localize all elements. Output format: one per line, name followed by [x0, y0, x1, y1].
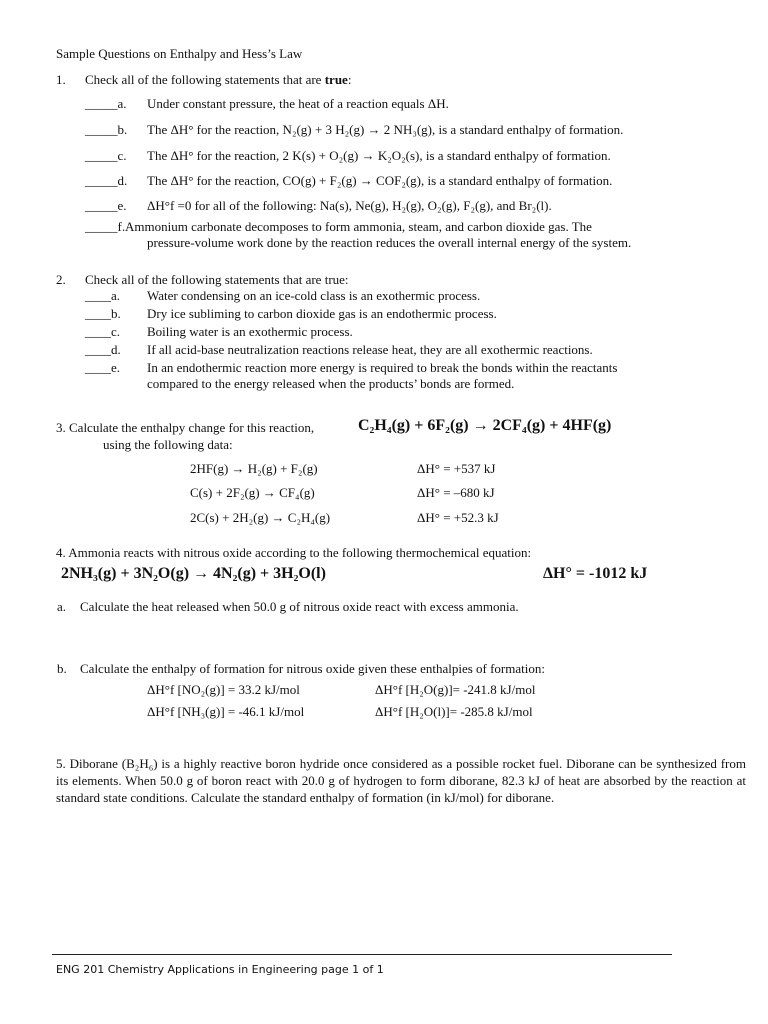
q1-blank-b[interactable]: _____b.	[85, 122, 128, 137]
q2-blank-c[interactable]: ____c.	[85, 324, 121, 339]
q4b-text: Calculate the enthalpy of formation for nitrous oxide given these enthalpies of formation:	[80, 661, 545, 676]
q4-delta-h: ΔH° = -1012 kJ	[543, 565, 648, 582]
q4a-label: a.	[57, 599, 67, 614]
q2-blank-e[interactable]: ____e.	[85, 360, 121, 375]
q1-blank-e[interactable]: _____e.	[85, 198, 127, 213]
q2-item-e-cont: compared to the energy released when the products’ bonds are formed.	[147, 376, 515, 391]
q4b-label: b.	[57, 661, 67, 676]
q2-blank-d[interactable]: ____d.	[85, 342, 121, 357]
q3-data-eq-1: 2HF(g) → H₂(g) + F₂(g)	[190, 461, 318, 476]
q4b-formation-2: ΔH°f [H₂O(g)]= -241.8 kJ/mol	[375, 682, 536, 697]
q2-item-a: Water condensing on an ice-cold class is an exothermic process.	[147, 288, 481, 303]
q2-item-d: If all acid-base neutralization reactions release heat, they are all exothermic reactions.	[147, 342, 593, 357]
q4b-formation-4: ΔH°f [H₂O(l)]= -285.8 kJ/mol	[375, 704, 533, 719]
q3-data-dh-3: ΔH° = +52.3 kJ	[417, 510, 499, 525]
q3-reaction: C₂H₄(g) + 6F₂(g) → 2CF₄(g) + 4HF(g)	[358, 417, 612, 434]
q1-blank-d[interactable]: _____d.	[85, 173, 128, 188]
footer-divider	[52, 954, 672, 955]
q1-stem: Check all of the following statements that are true:	[85, 72, 352, 87]
q2-blank-b[interactable]: ____b.	[85, 306, 121, 321]
q2-number: 2.	[56, 272, 66, 287]
q3-data-dh-2: ΔH° = –680 kJ	[417, 485, 495, 500]
q4-stem: 4. Ammonia reacts with nitrous oxide according to the following thermochemical equation:	[56, 545, 532, 560]
q4b-formation-1: ΔH°f [NO₂(g)] = 33.2 kJ/mol	[147, 682, 300, 697]
q1-blank-f[interactable]: _____f.	[85, 219, 126, 234]
q3-stem-2: using the following data:	[103, 437, 233, 452]
q1-item-f-cont: pressure-volume work done by the reaction reduces the overall internal energy of the system.	[147, 235, 632, 250]
q3-data-eq-2: C(s) + 2F₂(g) → CF₄(g)	[190, 485, 315, 500]
q2-item-e: In an endothermic reaction more energy is required to break the bonds within the reactants	[147, 360, 618, 375]
q2-item-c: Boiling water is an exothermic process.	[147, 324, 353, 339]
q1-item-b: The ΔH° for the reaction, N₂(g) + 3 H₂(g) → 2 NH₃(g), is a standard enthalpy of formation.	[147, 122, 624, 137]
q3-data-dh-1: ΔH° = +537 kJ	[417, 461, 496, 476]
q3-stem: 3. Calculate the enthalpy change for this reaction,	[56, 420, 315, 435]
page-title: Sample Questions on Enthalpy and Hess’s Law	[56, 46, 303, 61]
q1-item-c: The ΔH° for the reaction, 2 K(s) + O₂(g) → K₂O₂(s), is a standard enthalpy of formation.	[147, 148, 611, 163]
q2-stem: Check all of the following statements that are true:	[85, 272, 349, 287]
q1-blank-a[interactable]: _____a.	[85, 96, 127, 111]
q1-number: 1.	[56, 72, 66, 87]
q1-item-e: ΔH°f =0 for all of the following: Na(s), Ne(g), H₂(g), O₂(g), F₂(g), and Br₂(l).	[147, 198, 552, 213]
q4-reaction: 2NH₃(g) + 3N₂O(g) → 4N₂(g) + 3H₂O(l)	[61, 565, 326, 582]
q4b-formation-3: ΔH°f [NH₃(g)] = -46.1 kJ/mol	[147, 704, 305, 719]
q4a-text: Calculate the heat released when 50.0 g of nitrous oxide react with excess ammonia.	[80, 599, 519, 614]
q1-blank-c[interactable]: _____c.	[85, 148, 127, 163]
q1-item-a: Under constant pressure, the heat of a reaction equals ΔH.	[147, 96, 449, 111]
q5-text: 5. Diborane (B₂H₆) is a highly reactive boron hydride once considered as a possible rocket fuel. Diborane can be synthesized from its elements. When 50.0 g of boron react with 20.0 g of hydrogen to form diborane, 82.3 kJ of heat are absorbed by the reaction at standard state conditions. Calculate the standard enthalpy of formation (in kJ/mol) for diborane.	[56, 756, 746, 805]
footer-text: ENG 201 Chemistry Applications in Engineering page 1 of 1	[56, 963, 384, 976]
q1-item-d: The ΔH° for the reaction, CO(g) + F₂(g) → COF₂(g), is a standard enthalpy of formation.	[147, 173, 613, 188]
q2-blank-a[interactable]: ____a.	[85, 288, 121, 303]
q3-data-eq-3: 2C(s) + 2H₂(g) → C₂H₄(g)	[190, 510, 331, 525]
q1-item-f: Ammonium carbonate decomposes to form ammonia, steam, and carbon dioxide gas. The	[125, 219, 592, 234]
q2-item-b: Dry ice subliming to carbon dioxide gas is an endothermic process.	[147, 306, 497, 321]
